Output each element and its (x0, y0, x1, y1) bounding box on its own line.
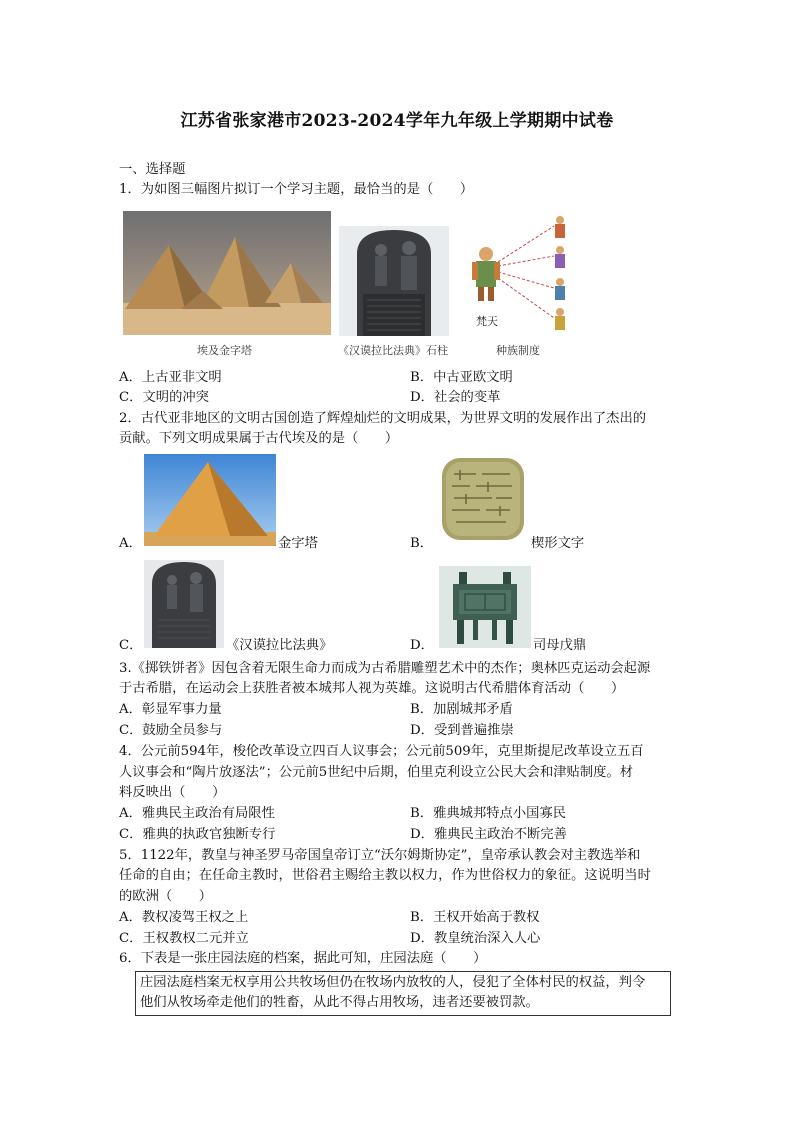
q3-option-a[interactable]: A．彰显军事力量 (119, 702, 222, 717)
q2-hammurabi-image (144, 560, 224, 648)
q1-stele-image (339, 226, 449, 336)
q5-stem-line-3: 的欧洲（ ） (119, 889, 213, 904)
q5-option-c[interactable]: C．王权教权二元并立 (119, 931, 249, 946)
q2-ding-image (439, 566, 531, 648)
q3-option-d[interactable]: D．受到普遍推崇 (410, 723, 514, 738)
q4-stem-line-3: 料反映出（ ） (119, 785, 226, 800)
q2-stem-line-1: 2．古代亚非地区的文明古国创造了辉煌灿烂的文明成果，为世界文明的发展作出了杰出的 (119, 411, 647, 426)
q4-option-b[interactable]: B．雅典城邦特点小国寡民 (410, 806, 567, 821)
q1-caption-2: 《汉谟拉比法典》石柱 (338, 344, 448, 357)
q2-pyramid-image (144, 454, 276, 546)
q2-cuneiform-image (436, 454, 528, 544)
page-title: 江苏省张家港市2023-2024学年九年级上学期期中试卷 (180, 111, 614, 131)
q2-option-a-name: 金字塔 (278, 536, 318, 551)
q3-option-b[interactable]: B．加剧城邦矛盾 (410, 702, 513, 717)
q4-option-d[interactable]: D．雅典民主政治不断完善 (410, 827, 567, 842)
q2-option-b-name: 楔形文字 (531, 536, 585, 551)
q1-option-d[interactable]: D．社会的变革 (410, 390, 501, 405)
q4-stem-line-2: 人议事会和“陶片放逐法”；公元前5世纪中后期，伯里克利设立公民大会和津贴制度。材 (119, 765, 634, 780)
q5-option-b[interactable]: B．王权开始高于教权 (410, 910, 540, 925)
q6-stem: 6．下表是一张庄园法庭的档案，据此可知，庄园法庭（ ） (119, 951, 487, 966)
q2-option-d-label[interactable]: D． (410, 638, 434, 653)
q3-option-c[interactable]: C．鼓励全员参与 (119, 723, 223, 738)
q3-stem-line-2: 于古希腊，在运动会上获胜者被本城邦人视为英雄。这说明古代希腊体育活动（ ） (119, 681, 625, 696)
q1-stem: 1．为如图三幅图片拟订一个学习主题，最恰当的是（ ） (119, 182, 474, 197)
q5-option-a[interactable]: A．教权凌驾王权之上 (119, 910, 249, 925)
q1-pyramids-image (123, 211, 331, 335)
q4-option-a[interactable]: A．雅典民主政治有局限性 (119, 806, 275, 821)
q2-option-c-label[interactable]: C． (119, 638, 143, 653)
q2-option-d-name: 司母戊鼎 (533, 638, 587, 653)
q4-option-c[interactable]: C．雅典的执政官独断专行 (119, 827, 276, 842)
q2-option-c-name: 《汉谟拉比法典》 (226, 638, 333, 653)
q1-option-a[interactable]: A．上古亚非文明 (119, 370, 222, 385)
q3-stem-line-1: 3.《掷铁饼者》因包含着无限生命力而成为古希腊雕塑艺术中的杰作；奥林匹克运动会起源 (119, 661, 651, 676)
q5-stem-line-1: 5．1122年，教皇与神圣罗马帝国皇帝订立“沃尔姆斯协定”，皇帝承认教会对主教选举和 (119, 848, 641, 863)
q2-stem-line-2: 贡献。下列文明成果属于古代埃及的是（ ） (119, 431, 399, 446)
q6-box-line-2: 他们从牧场牵走他们的牲畜，从此不得占用牧场，违者还要被罚款。 (140, 995, 539, 1010)
q1-option-b[interactable]: B．中古亚欧文明 (410, 370, 513, 385)
q4-stem-line-1: 4．公元前594年，梭伦改革设立四百人议事会；公元前509年，克里斯提尼改革设立五百 (119, 744, 644, 759)
section-heading: 一、选择题 (119, 162, 186, 177)
q1-caption-3: 种族制度 (496, 344, 540, 357)
q5-option-d[interactable]: D．教皇统治深入人心 (410, 931, 541, 946)
q2-option-a-label[interactable]: A． (119, 536, 142, 551)
q1-caption-1: 埃及金字塔 (197, 344, 252, 357)
q2-option-b-label[interactable]: B． (410, 536, 434, 551)
q6-archive-box (135, 971, 671, 1016)
q6-box-line-1: 庄园法庭档案无权享用公共牧场但仍在牧场内放牧的人，侵犯了全体村民的权益，判令 (140, 975, 646, 990)
q1-option-c[interactable]: C．文明的冲突 (119, 390, 209, 405)
q1-fantian-label: 梵天 (476, 315, 498, 328)
q5-stem-line-2: 任命的自由；在任命主教时，世俗君主赐给主教以权力，作为世俗权力的象征。这说明当时 (119, 868, 651, 883)
